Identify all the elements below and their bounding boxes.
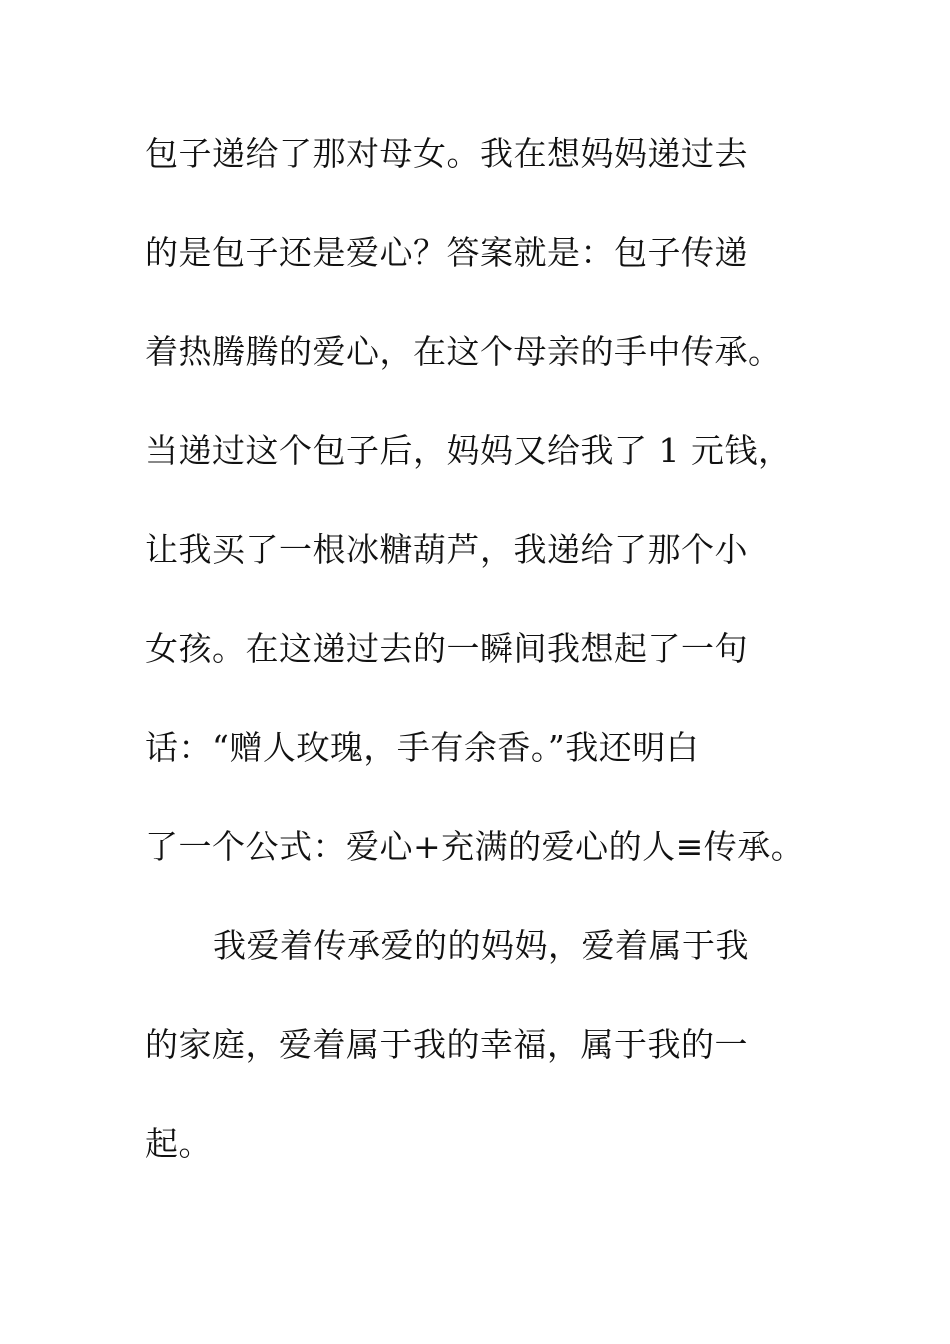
- paragraph-start-line: 我爱着传承爱的的妈妈，爱着属于我: [213, 926, 749, 965]
- text-line: 当递过这个包子后，妈妈又给我了 1 元钱，: [145, 431, 792, 470]
- text-line: 女孩。在这递过去的一瞬间我想起了一句: [145, 629, 748, 668]
- text-line: 的家庭，爱着属于我的幸福，属于我的一: [145, 1025, 748, 1064]
- text-line: 起。: [145, 1124, 212, 1163]
- text-line: 话：“赠人玫瑰，手有余香。”我还明白: [145, 728, 700, 767]
- text-line: 包子递给了那对母女。我在想妈妈递过去: [145, 134, 748, 173]
- body-text: [145, 124, 845, 1213]
- text-line: 的是包子还是爱心？答案就是：包子传递: [145, 233, 748, 272]
- text-line: 让我买了一根冰糖葫芦，我递给了那个小: [145, 530, 748, 569]
- text-line: 了一个公式：爱心+充满的爱心的人≡传承。: [145, 827, 805, 866]
- text-line: 着热腾腾的爱心，在这个母亲的手中传承。: [145, 332, 782, 371]
